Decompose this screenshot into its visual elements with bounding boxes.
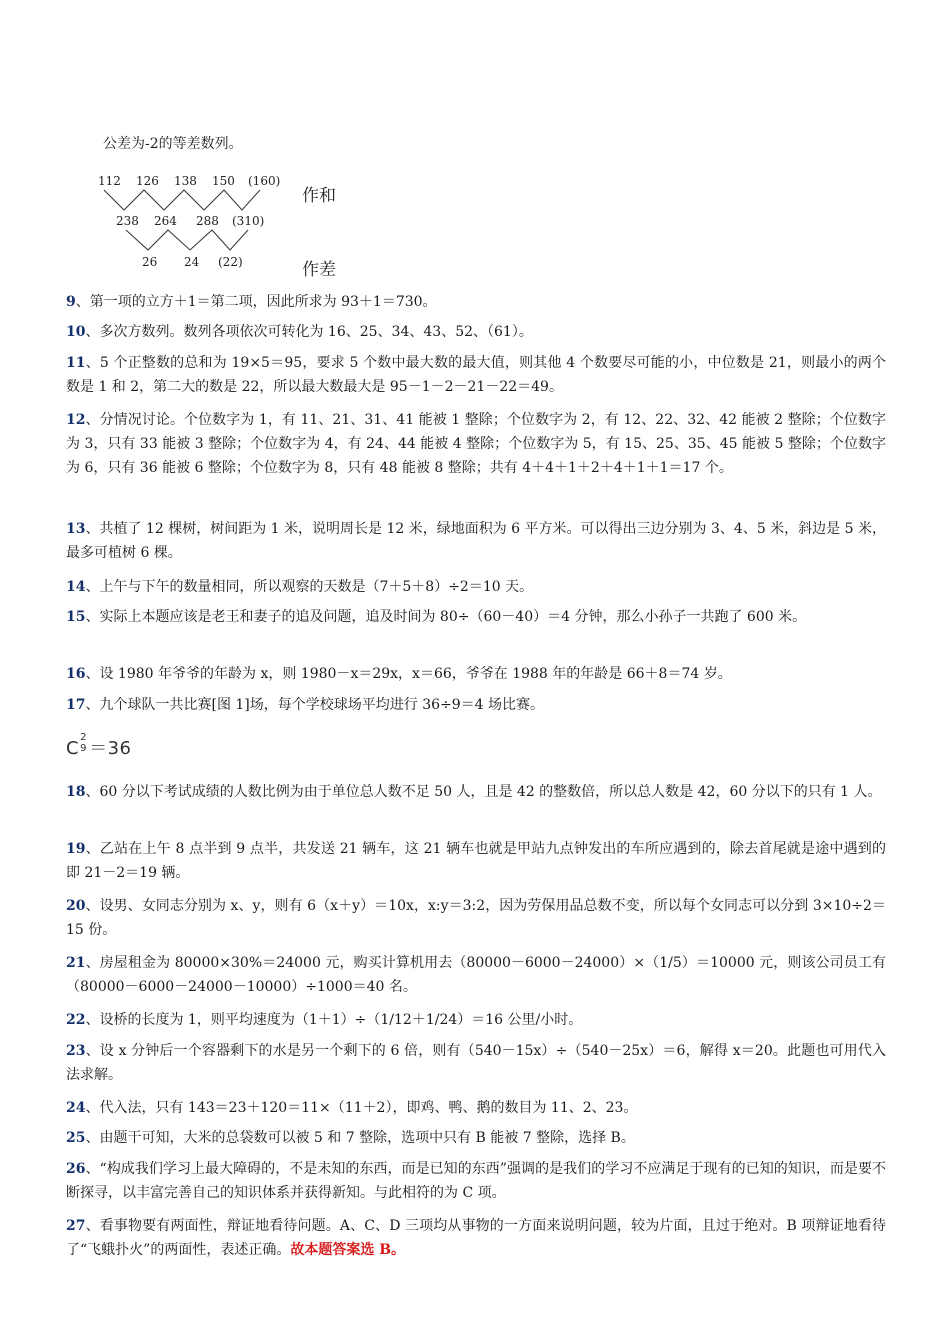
formula-rest: ＝36 — [89, 738, 132, 759]
item-text: 、分情况讨论。个位数字为 1，有 11、21、31、41 能被 1 整除；个位数字为 2，有 12、22、32、42 能被 2 整除；个位数字为 3，只有 33 能被 3 整除；个位数字为 4，有 24、44 能被 4 整除；个位数字为 5，有 15、25、35、45 能被 5 整除；个位数字为 6，只有 36 能被 6 整除；个位数字为 8，只有 48 能被 8 整除；共有 4＋4＋1＋2＋4＋1＋1＝17 个。 — [66, 412, 886, 476]
row1-value: 138 — [174, 174, 197, 188]
row2-value: 288 — [196, 214, 219, 228]
answer-item-18 — [66, 780, 886, 804]
item-number: 12 — [66, 412, 86, 428]
item-number: 13 — [66, 521, 86, 537]
item-text: 、设 1980 年爷爷的年龄为 x，则 1980－x＝29x，x＝66，爷爷在 1988 年的年龄是 66＋8＝74 岁。 — [85, 666, 732, 682]
item-text: 、60 分以下考试成绩的人数比例为由于单位总人数不足 50 人，且是 42 的整数倍，所以总人数是 42，60 分以下的只有 1 人。 — [85, 784, 882, 800]
answer-item-24 — [66, 1096, 886, 1120]
item-number: 14 — [66, 579, 86, 595]
combination-formula — [66, 734, 131, 760]
answer-item-26 — [66, 1157, 886, 1205]
item-number: 17 — [66, 697, 86, 713]
item-number: 22 — [66, 1012, 86, 1028]
formula-sub: 9 — [80, 743, 87, 754]
item-number: 18 — [66, 784, 86, 800]
answer-item-23 — [66, 1039, 886, 1087]
item-number: 21 — [66, 955, 86, 971]
formula-c: C — [66, 738, 80, 759]
label-sum: 作和 — [302, 186, 336, 206]
item-text: 、设 x 分钟后一个容器剩下的水是另一个剩下的 6 倍，则有（540－15x）÷（540－25x）＝6，解得 x＝20。此题也可用代入法求解。 — [66, 1043, 886, 1083]
item-text: 、5 个正整数的总和为 19×5＝95，要求 5 个数中最大数的最大值，则其他 4 个数要尽可能的小，中位数是 21，则最小的两个数是 1 和 2，第二大的数是 22，所以最大数最大是 95－1－2－21－22＝49。 — [66, 355, 886, 395]
row1-value: (160) — [248, 174, 281, 188]
answer-item-21 — [66, 951, 886, 999]
row1-value: 126 — [136, 174, 159, 188]
item-text: 、第一项的立方＋1＝第二项，因此所求为 93＋1＝730。 — [75, 294, 437, 310]
row1-value: 112 — [98, 174, 121, 188]
answer-item-15 — [66, 605, 886, 629]
answer-item-9 — [66, 290, 886, 314]
item-text: 、房屋租金为 80000×30%＝24000 元，购买计算机用去（80000－6000－24000）×（1/5）＝10000 元，则该公司员工有（80000－6000－24000－10000）÷1000＝40 名。 — [66, 955, 886, 995]
item-number: 9 — [66, 294, 76, 310]
answer-item-19 — [66, 837, 886, 885]
item-number: 27 — [66, 1218, 86, 1234]
sequence-diagram — [92, 168, 352, 283]
answer-item-22 — [66, 1008, 886, 1032]
item-number: 20 — [66, 898, 86, 914]
item-text: 、代入法，只有 143＝23＋120＝11×（11＋2），即鸡、鸭、鹅的数目为 11、2、23。 — [85, 1100, 638, 1116]
item-number: 19 — [66, 841, 86, 857]
item-text: 、九个球队一共比赛[图 1]场，每个学校球场平均进行 36÷9＝4 场比赛。 — [85, 697, 545, 713]
row3-value: (22) — [218, 255, 243, 269]
item-text: 、看事物要有两面性，辩证地看待问题。A、C、D 三项均从事物的一方面来说明问题，较为片面，且过于绝对。B 项辩证地看待了“飞蛾扑火”的两面性，表述正确。 — [66, 1218, 886, 1258]
answer-item-27 — [66, 1214, 886, 1262]
diff-zigzag — [126, 230, 248, 250]
item-number: 10 — [66, 324, 86, 340]
item-text: 、上午与下午的数量相同，所以观察的天数是（7＋5＋8）÷2＝10 天。 — [85, 579, 534, 595]
sum-zigzag — [104, 190, 260, 210]
answer-item-11 — [66, 351, 886, 399]
answer-item-20 — [66, 894, 886, 942]
item-text: 、乙站在上午 8 点半到 9 点半，共发送 21 辆车，这 21 辆车也就是甲站九点钟发出的车所应遇到的，除去首尾就是途中遇到的即 21－2＝19 辆。 — [66, 841, 886, 881]
answer-item-17 — [66, 693, 886, 717]
item-text: 、共植了 12 棵树，树间距为 1 米，说明周长是 12 米，绿地面积为 6 平方米。可以得出三边分别为 3、4、5 米，斜边是 5 米，最多可植树 6 棵。 — [66, 521, 886, 561]
formula-sup: 2 — [80, 732, 87, 743]
answer-item-16 — [66, 662, 886, 686]
row2-value: 238 — [116, 214, 139, 228]
item-number: 23 — [66, 1043, 86, 1059]
item-text: 、设男、女同志分别为 x、y，则有 6（x＋y）＝10x，x:y＝3:2，因为劳保用品总数不变，所以每个女同志可以分到 3×10÷2＝15 份。 — [66, 898, 886, 938]
answer-highlight: 故本题答案选 B。 — [290, 1242, 406, 1258]
item-number: 15 — [66, 609, 86, 625]
item-text: 、“构成我们学习上最大障碍的，不是未知的东西，而是已知的东西”强调的是我们的学习不应满足于现有的已知的知识，而是要不断探寻，以丰富完善自己的知识体系并获得新知。与此相符的为 C 项。 — [66, 1161, 886, 1201]
row1-value: 150 — [212, 174, 235, 188]
intro-line: 公差为-2的等差数列。 — [103, 136, 243, 152]
answer-item-25 — [66, 1126, 886, 1150]
answer-item-12 — [66, 408, 886, 480]
item-number: 16 — [66, 666, 86, 682]
item-text: 、多次方数列。数列各项依次可转化为 16、25、34、43、52、（61）。 — [85, 324, 533, 340]
item-number: 25 — [66, 1130, 86, 1146]
item-number: 26 — [66, 1161, 86, 1177]
label-diff: 作差 — [302, 260, 336, 280]
item-text: 、由题干可知，大米的总袋数可以被 5 和 7 整除，选项中只有 B 能被 7 整除，选择 B。 — [85, 1130, 635, 1146]
item-text: 、设桥的长度为 1，则平均速度为（1＋1）÷（1/12＋1/24）＝16 公里/小时。 — [85, 1012, 583, 1028]
item-number: 11 — [66, 355, 86, 371]
answer-item-13 — [66, 517, 886, 565]
row2-value: 264 — [154, 214, 177, 228]
item-text: 、实际上本题应该是老王和妻子的追及问题，追及时间为 80÷（60－40）＝4 分钟，那么小孙子一共跑了 600 米。 — [85, 609, 807, 625]
item-number: 24 — [66, 1100, 86, 1116]
row3-value: 24 — [184, 255, 200, 269]
answer-item-10 — [66, 320, 886, 344]
row3-value: 26 — [142, 255, 158, 269]
row2-value: (310) — [232, 214, 265, 228]
answer-item-14 — [66, 575, 886, 599]
